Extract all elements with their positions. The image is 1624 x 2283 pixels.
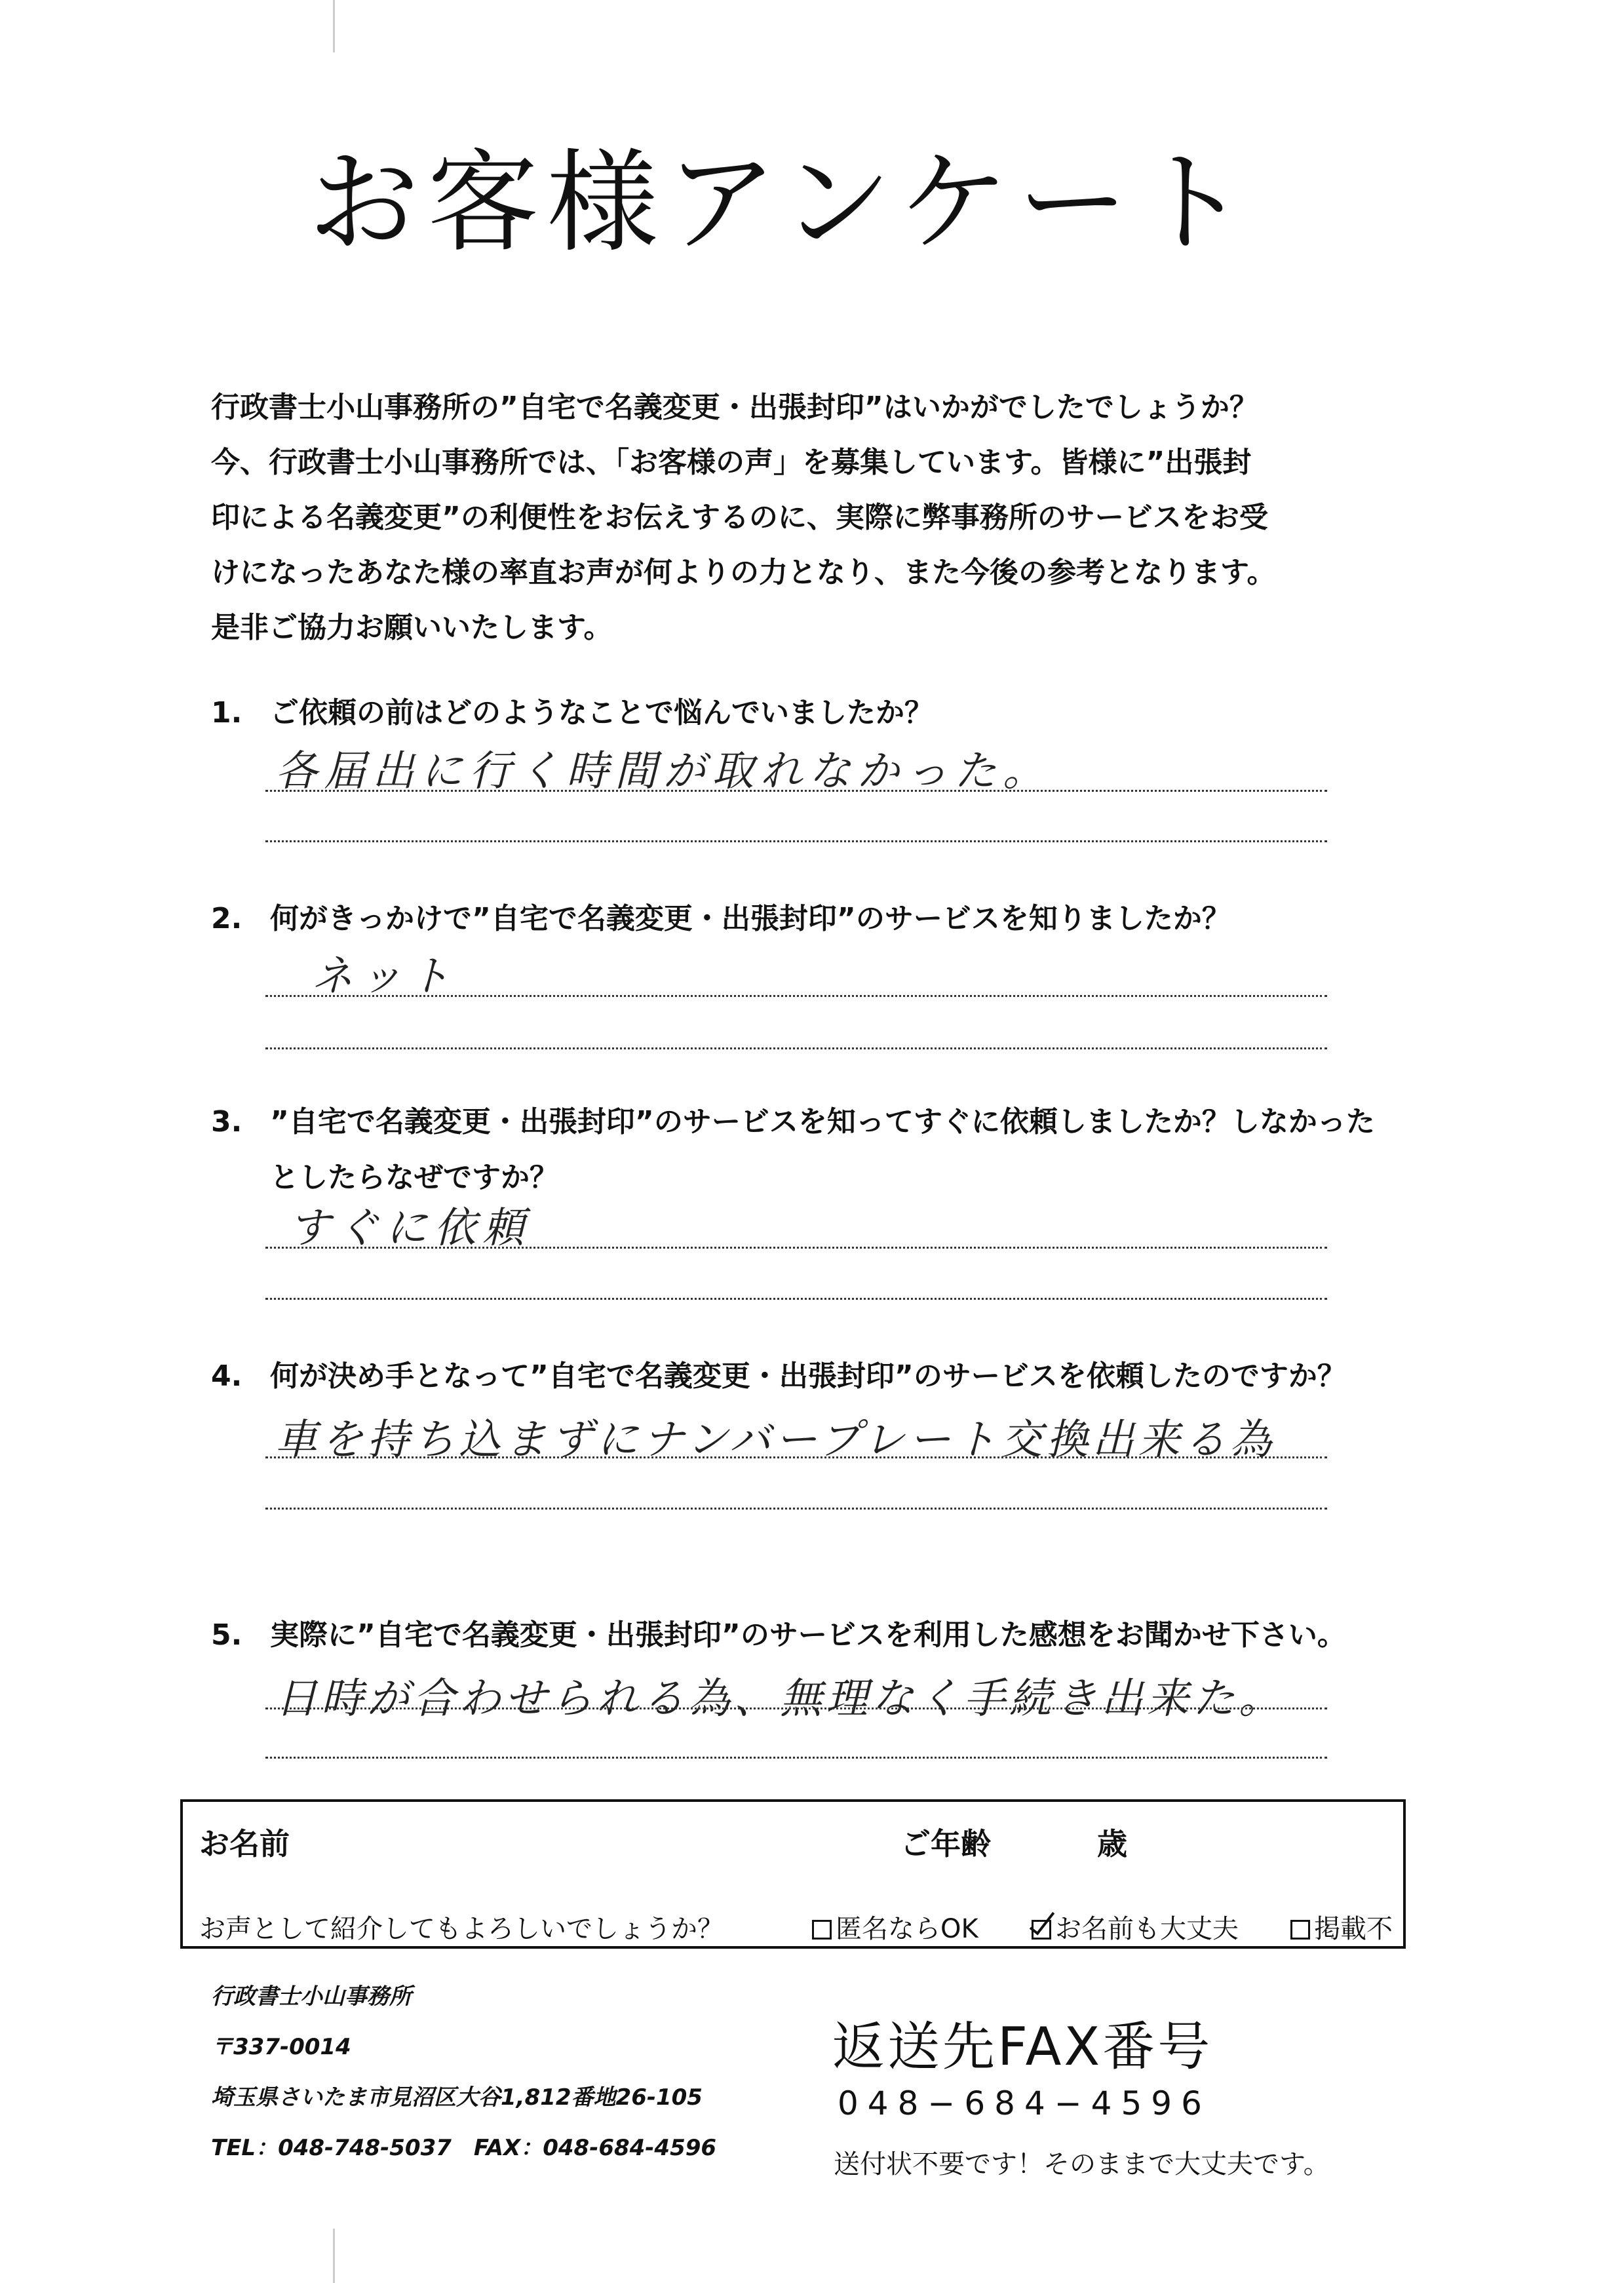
intro-line: 是非ご協力お願いいたします。 bbox=[211, 611, 613, 644]
question-number: 5. bbox=[211, 1618, 242, 1652]
answer-line bbox=[265, 1047, 1327, 1049]
age-label: ご年齢 bbox=[900, 1826, 991, 1862]
consent-option-name-ok[interactable] bbox=[1032, 1908, 1239, 1945]
answer-line bbox=[265, 1298, 1327, 1300]
office-address: 埼玉県さいたま市見沼区大谷1,812番地26-105 bbox=[211, 2084, 703, 2111]
answer-line bbox=[265, 840, 1327, 842]
age-unit: 歳 bbox=[1097, 1826, 1127, 1862]
office-postal: 〒337-0014 bbox=[211, 2034, 351, 2060]
question-text: 何がきっかけで”自宅で名義変更・出張封印”のサービスを知りましたか？ bbox=[270, 902, 1231, 935]
answer-line bbox=[265, 1508, 1327, 1510]
office-tel-fax: TEL：048-748-5037 FAX：048-684-4596 bbox=[211, 2135, 717, 2161]
checkbox-icon[interactable] bbox=[812, 1920, 832, 1940]
intro-line: けになったあなた様の率直お声が何よりの力となり、また今後の参考となります。 bbox=[211, 556, 1276, 589]
question-3 bbox=[211, 1102, 1375, 1142]
fax-title: 返送先FAX番号 bbox=[832, 2016, 1213, 2077]
answer-line bbox=[265, 995, 1327, 997]
question-4 bbox=[211, 1357, 1346, 1396]
answer-5: 日時が合わせられる為、無理なく手続き出来た。 bbox=[275, 1675, 1285, 1723]
consent-option-anonymous[interactable] bbox=[812, 1908, 978, 1945]
fax-number: 048−684−4596 bbox=[838, 2084, 1211, 2122]
question-number: 2. bbox=[211, 902, 242, 935]
question-number: 4. bbox=[211, 1359, 242, 1393]
scan-margin-line-bottom bbox=[333, 2229, 335, 2283]
office-name: 行政書士小山事務所 bbox=[211, 1983, 412, 2010]
consent-question: お声として紹介してもよろしいでしょうか？ bbox=[199, 1914, 724, 1944]
fax-note: 送付状不要です！そのままで大丈夫です。 bbox=[834, 2149, 1330, 2179]
question-text: 実際に”自宅で名義変更・出張封印”のサービスを利用した感想をお聞かせ下さい。 bbox=[270, 1618, 1346, 1652]
question-5 bbox=[211, 1616, 1346, 1655]
answer-2: ネット bbox=[311, 952, 457, 1001]
answer-4: 車を持ち込まずにナンバープレート交換出来る為 bbox=[275, 1416, 1276, 1464]
question-number: 3. bbox=[211, 1105, 242, 1139]
consent-option-no-publish[interactable] bbox=[1290, 1908, 1393, 1945]
option-label: 掲載不 bbox=[1314, 1914, 1393, 1944]
answer-line bbox=[265, 1247, 1327, 1249]
answer-line bbox=[265, 1456, 1327, 1458]
answer-3: すぐに依頼 bbox=[288, 1204, 531, 1253]
question-number: 1. bbox=[211, 696, 242, 730]
answer-line bbox=[265, 790, 1327, 792]
question-3-cont: としたらなぜですか？ bbox=[270, 1161, 558, 1194]
question-text: ”自宅で名義変更・出張封印”のサービスを知ってすぐに依頼しましたか？しなかった bbox=[270, 1105, 1375, 1139]
respondent-info-box bbox=[180, 1799, 1406, 1949]
intro-line: 今、行政書士小山事務所では、「お客様の声」を募集しています。皆様に”出張封 bbox=[211, 446, 1252, 479]
scan-margin-line bbox=[333, 0, 335, 52]
question-text: 何が決め手となって”自宅で名義変更・出張封印”のサービスを依頼したのですか？ bbox=[270, 1359, 1346, 1393]
option-label: 匿名ならOK bbox=[836, 1914, 978, 1944]
answer-line bbox=[265, 1707, 1327, 1709]
intro-line: 行政書士小山事務所の”自宅で名義変更・出張封印”はいかがでしたでしょうか？ bbox=[211, 391, 1258, 424]
intro-line: 印による名義変更”の利便性をお伝えするのに、実際に弊事務所のサービスをお受 bbox=[211, 501, 1268, 534]
question-text: ご依頼の前はどのようなことで悩んでいましたか？ bbox=[270, 696, 933, 730]
question-1 bbox=[211, 693, 933, 733]
answer-1: 各届出に行く時間が取れなかった。 bbox=[275, 747, 1051, 796]
checkbox-icon[interactable] bbox=[1290, 1920, 1310, 1940]
name-label: お名前 bbox=[199, 1826, 290, 1862]
intro-text bbox=[211, 380, 1275, 655]
option-label: お名前も大丈夫 bbox=[1055, 1914, 1239, 1944]
page-title: お客様アンケート bbox=[308, 138, 1256, 268]
checked-checkbox-icon[interactable] bbox=[1032, 1920, 1051, 1940]
answer-line bbox=[265, 1757, 1327, 1759]
question-2 bbox=[211, 899, 1231, 939]
